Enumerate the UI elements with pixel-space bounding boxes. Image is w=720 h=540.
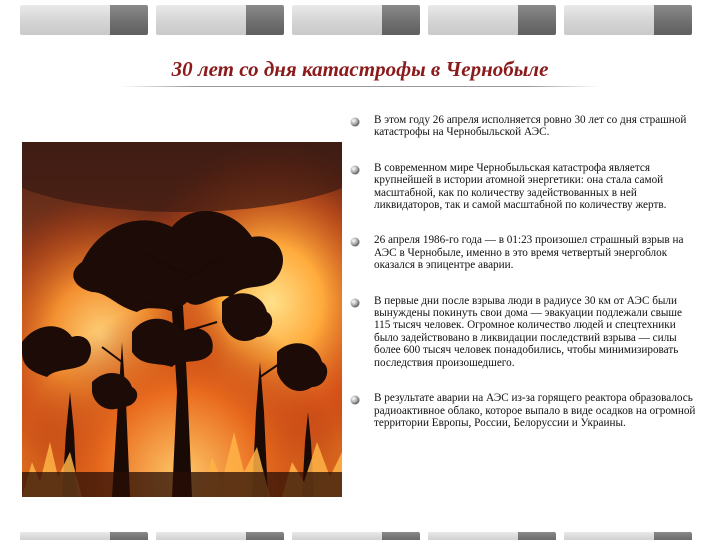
- bottom-deco-block: [156, 532, 284, 540]
- bottom-deco-block: [428, 532, 556, 540]
- bullet-item: [348, 114, 700, 139]
- top-deco-block: [20, 5, 148, 35]
- top-deco-block: [564, 5, 692, 35]
- bullet-text: В результате аварии на АЭС из-за горящего реактора образовалось радиоактивное облако, которое выпало в виде осадков на огромной территории Европы, России, Белоруссии и Украины.: [374, 392, 696, 429]
- bullet-item: [348, 295, 700, 369]
- bullet-text: 26 апреля 1986-го года — в 01:23 произошел страшный взрыв на АЭС в Чернобыле, именно в это время четвертый энергоблок оказался в эпицентре аварии.: [374, 234, 684, 272]
- top-decorative-bar: [0, 5, 720, 35]
- grey-sphere-bullet-icon: [350, 117, 360, 127]
- bullet-item: [348, 392, 700, 429]
- grey-sphere-bullet-icon: [350, 165, 360, 175]
- bottom-deco-block: [20, 532, 148, 540]
- bottom-deco-block: [292, 532, 420, 540]
- bullet-text: В первые дни после взрыва люди в радиусе 30 км от АЭС были вынуждены покинуть свои дома — эвакуации подлежали свыше 115 тысяч человек. Огромное количество людей и спецтехники было задействовано в ликвидации последствий взрыва — силы более 600 тысяч человек понадобились, чтобы минимизировать последствия произошедшего.: [374, 294, 683, 369]
- bottom-decorative-bar: [0, 532, 720, 540]
- grey-sphere-bullet-icon: [350, 298, 360, 308]
- top-deco-block: [292, 5, 420, 35]
- grey-sphere-bullet-icon: [350, 395, 360, 405]
- bullet-text: В этом году 26 апреля исполняется ровно 30 лет со дня страшной катастрофы на Чернобыльской АЭС.: [374, 114, 687, 139]
- bullet-item: [348, 162, 700, 212]
- bullet-list: [348, 108, 700, 429]
- bottom-deco-block: [564, 532, 692, 540]
- title-divider: [120, 86, 600, 87]
- slide-title: 30 лет со дня катастрофы в Чернобыле: [171, 57, 549, 81]
- bullet-item: [348, 234, 700, 271]
- top-deco-block: [156, 5, 284, 35]
- top-deco-block: [428, 5, 556, 35]
- bullet-text: В современном мире Чернобыльская катастрофа является крупнейшей в истории атомной энергетики: она стала самой масштабной, как по количеству задействованных в ней ликвидаторов, так и самой масштабной по количеству жертв.: [374, 161, 667, 212]
- forest-fire-photo: [22, 142, 342, 497]
- grey-sphere-bullet-icon: [350, 237, 360, 247]
